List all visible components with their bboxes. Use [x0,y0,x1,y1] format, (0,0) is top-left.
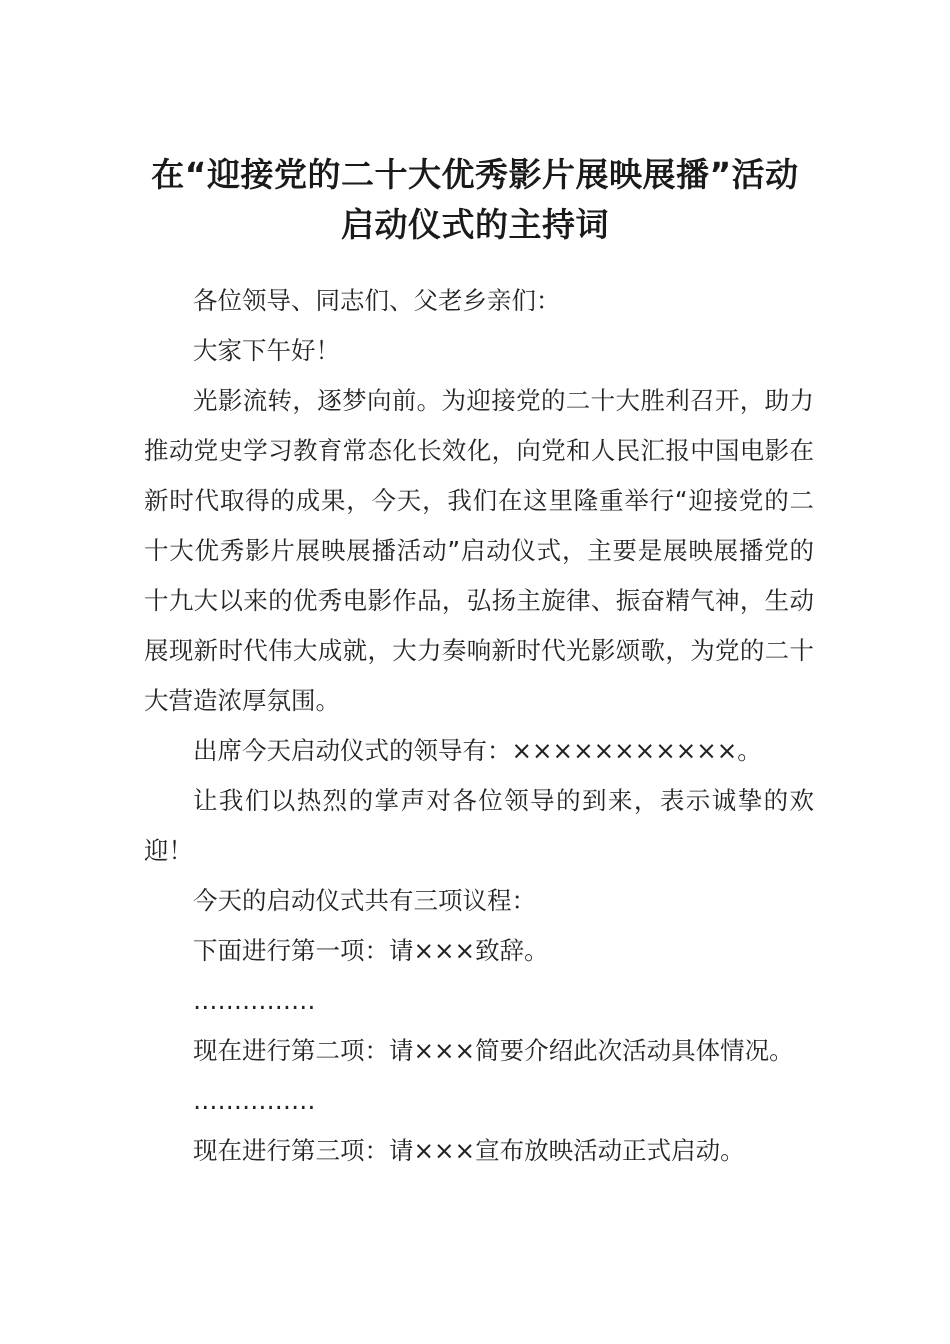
greeting-paragraph: 各位领导、同志们、父老乡亲们： [193,286,561,315]
document-title: 在“迎接党的二十大优秀影片展映展播”活动启动仪式的主持词 [151,155,799,244]
document-body [144,276,814,1176]
ellipsis-paragraph: …………… [193,986,316,1015]
agenda-item-1-paragraph: 下面进行第一项：请×××致辞。 [193,936,549,965]
ellipsis-paragraph: …………… [193,1086,316,1115]
agenda-paragraph: 今天的启动仪式共有三项议程： [193,886,536,915]
attending-leaders-paragraph: 出席今天启动仪式的领导有：×××××××××××。 [193,736,762,765]
agenda-item-2-paragraph: 现在进行第二项：请×××简要介绍此次活动具体情况。 [193,1036,794,1065]
welcome-paragraph: 让我们以热烈的掌声对各位领导的到来，表示诚挚的欢迎！ [144,786,814,865]
intro-paragraph: 光影流转，逐梦向前。为迎接党的二十大胜利召开，助力推动党史学习教育常态化长效化，向党和人民汇报中国电影在新时代取得的成果，今天，我们在这里隆重举行“迎接党的二十大优秀影片展映展播活动”启动仪式，主要是展映展播党的十九大以来的优秀电影作品，弘扬主旋律、振奋精气神，生动展现新时代伟大成就，大力奏响新时代光影颂歌，为党的二十大营造浓厚氛围。 [144,386,814,715]
salutation-paragraph: 大家下午好！ [193,336,340,365]
agenda-item-3-paragraph: 现在进行第三项：请×××宣布放映活动正式启动。 [193,1136,745,1165]
